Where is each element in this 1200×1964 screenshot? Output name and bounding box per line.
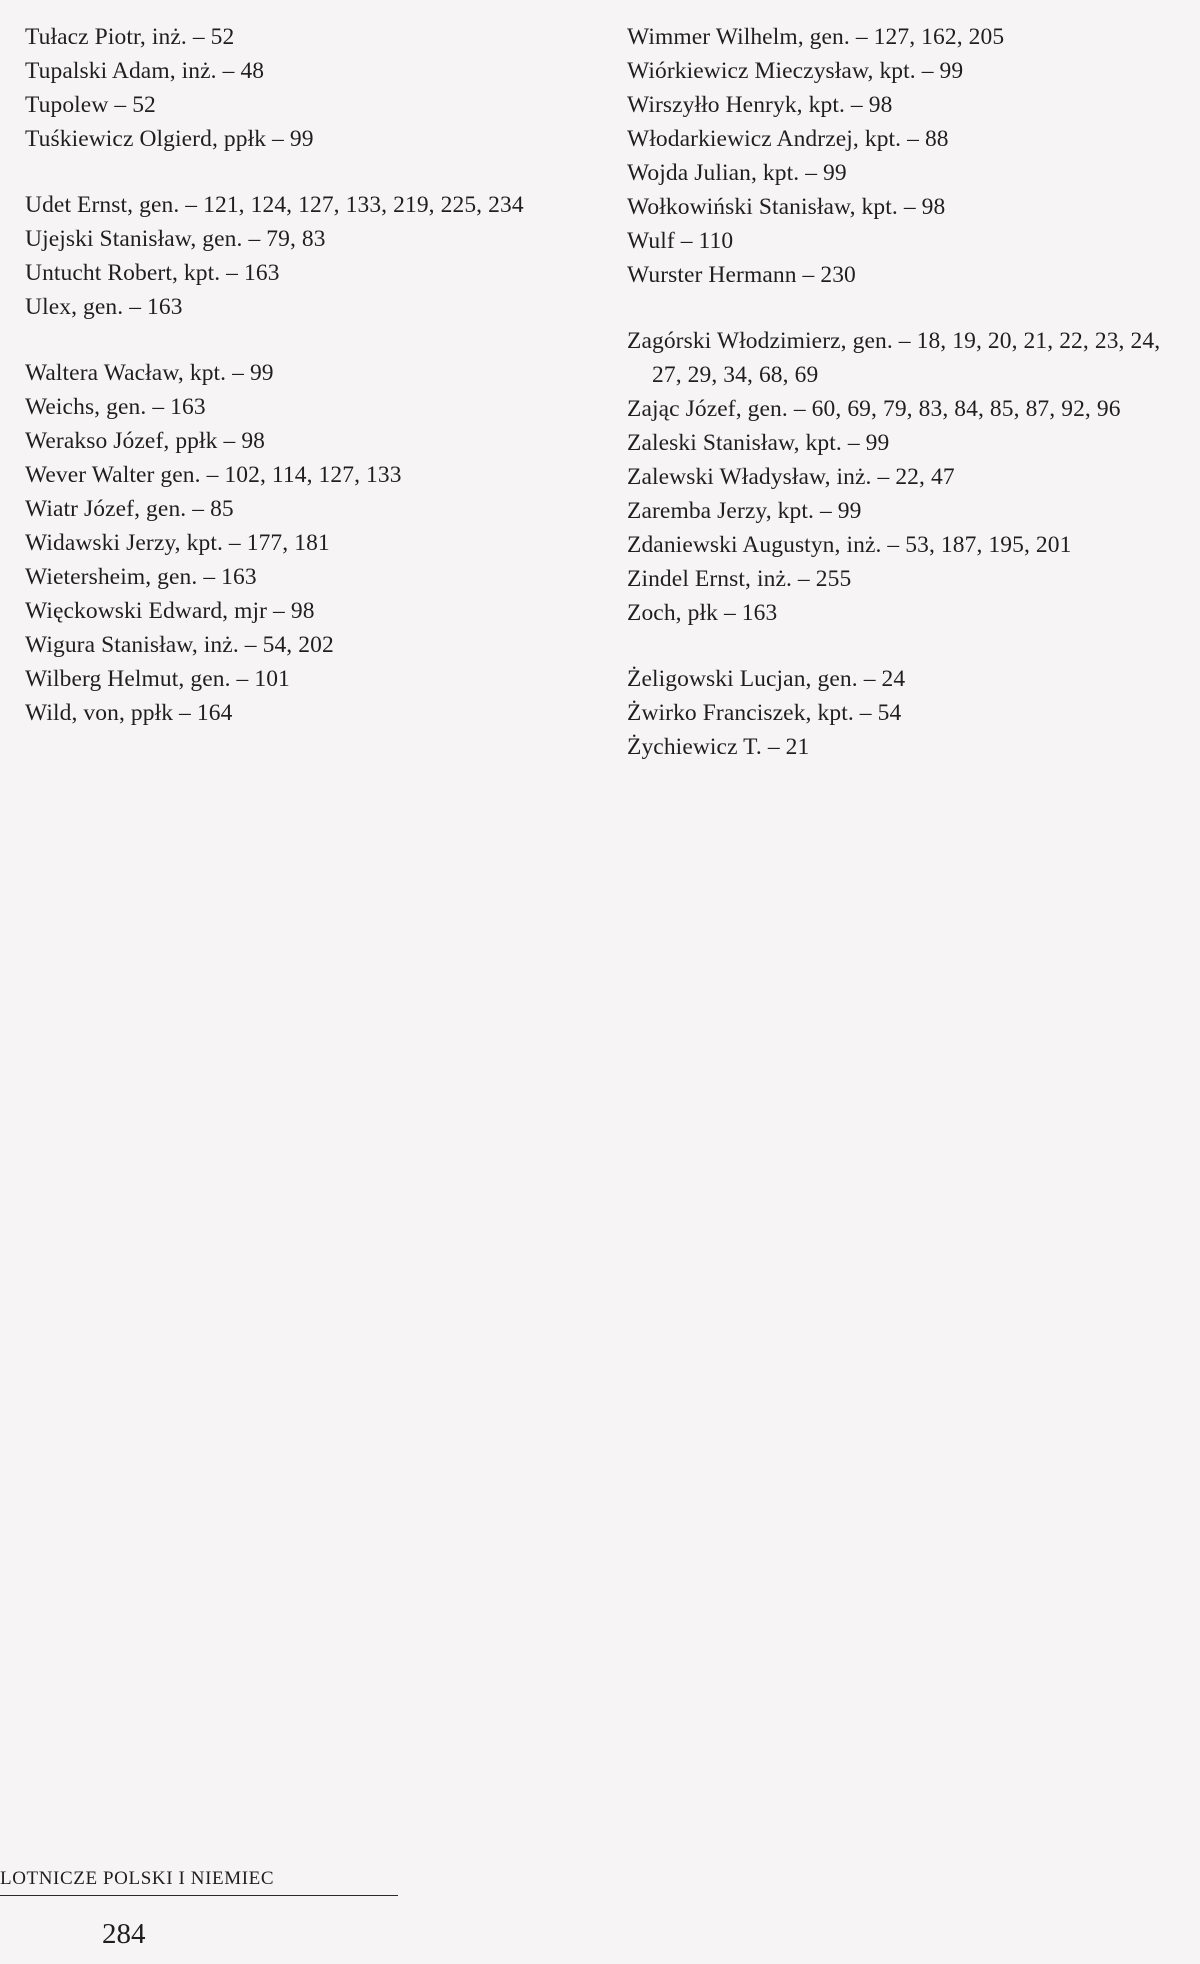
index-column-left	[25, 20, 605, 730]
index-entry: Ujejski Stanisław, gen. – 79, 83	[25, 226, 326, 252]
index-column-right	[627, 20, 1187, 764]
page-number: 284	[102, 1918, 146, 1950]
index-entry: Żeligowski Lucjan, gen. – 24	[627, 666, 906, 692]
index-entry: Wojda Julian, kpt. – 99	[627, 160, 847, 186]
index-entry: Untucht Robert, kpt. – 163	[25, 260, 280, 286]
index-entry: Zaremba Jerzy, kpt. – 99	[627, 498, 862, 524]
index-entry: Wever Walter gen. – 102, 114, 127, 133	[25, 462, 402, 488]
index-entry: Włodarkiewicz Andrzej, kpt. – 88	[627, 126, 949, 152]
index-entry: Żychiewicz T. – 21	[627, 734, 810, 760]
footer-rule	[0, 1895, 398, 1896]
index-entry: Wigura Stanisław, inż. – 54, 202	[25, 632, 334, 658]
running-footer-title: LOTNICZE POLSKI I NIEMIEC	[0, 1868, 275, 1889]
index-entry: Zagórski Włodzimierz, gen. – 18, 19, 20, 21, 22, 23, 24, 27, 29, 34, 68, 69	[627, 328, 1161, 388]
index-entry: Wurster Hermann – 230	[627, 262, 856, 288]
index-entry: Wild, von, ppłk – 164	[25, 700, 233, 726]
index-entry: Wołkowiński Stanisław, kpt. – 98	[627, 194, 946, 220]
index-entry: Tułacz Piotr, inż. – 52	[25, 24, 235, 50]
index-entry: Zaleski Stanisław, kpt. – 99	[627, 430, 890, 456]
index-entry: Waltera Wacław, kpt. – 99	[25, 360, 274, 386]
index-entry: Wilberg Helmut, gen. – 101	[25, 666, 290, 692]
index-entry: Weichs, gen. – 163	[25, 394, 206, 420]
index-entry: Zając Józef, gen. – 60, 69, 79, 83, 84, 85, 87, 92, 96	[627, 396, 1121, 422]
index-entry: Wulf – 110	[627, 228, 734, 254]
index-entry: Werakso Józef, ppłk – 98	[25, 428, 266, 454]
index-entry: Więckowski Edward, mjr – 98	[25, 598, 315, 624]
index-entry: Ulex, gen. – 163	[25, 294, 183, 320]
index-entry: Tupolew – 52	[25, 92, 156, 118]
index-entry: Zalewski Władysław, inż. – 22, 47	[627, 464, 955, 490]
index-entry: Tuśkiewicz Olgierd, ppłk – 99	[25, 126, 314, 152]
index-entry: Widawski Jerzy, kpt. – 177, 181	[25, 530, 330, 556]
index-entry: Zindel Ernst, inż. – 255	[627, 566, 852, 592]
index-entry: Wiatr Józef, gen. – 85	[25, 496, 234, 522]
group-spacer	[25, 156, 605, 188]
group-spacer	[627, 292, 1187, 324]
index-entry: Tupalski Adam, inż. – 48	[25, 58, 265, 84]
group-spacer	[25, 324, 605, 356]
group-spacer	[627, 630, 1187, 662]
index-entry: Wietersheim, gen. – 163	[25, 564, 257, 590]
index-group-z-dot	[627, 662, 1187, 764]
index-entry: Zdaniewski Augustyn, inż. – 53, 187, 195, 201	[627, 532, 1072, 558]
index-entry: Żwirko Franciszek, kpt. – 54	[627, 700, 902, 726]
index-group-t	[25, 20, 605, 156]
index-entry: Zoch, płk – 163	[627, 600, 778, 626]
index-entry: Wirszyłło Henryk, kpt. – 98	[627, 92, 893, 118]
index-group-w-continued	[627, 20, 1187, 292]
index-group-u	[25, 188, 605, 324]
index-group-z	[627, 324, 1187, 630]
index-group-w	[25, 356, 605, 730]
index-entry: Wimmer Wilhelm, gen. – 127, 162, 205	[627, 24, 1005, 50]
index-entry: Udet Ernst, gen. – 121, 124, 127, 133, 219, 225, 234	[25, 192, 524, 218]
index-entry: Wiórkiewicz Mieczysław, kpt. – 99	[627, 58, 964, 84]
